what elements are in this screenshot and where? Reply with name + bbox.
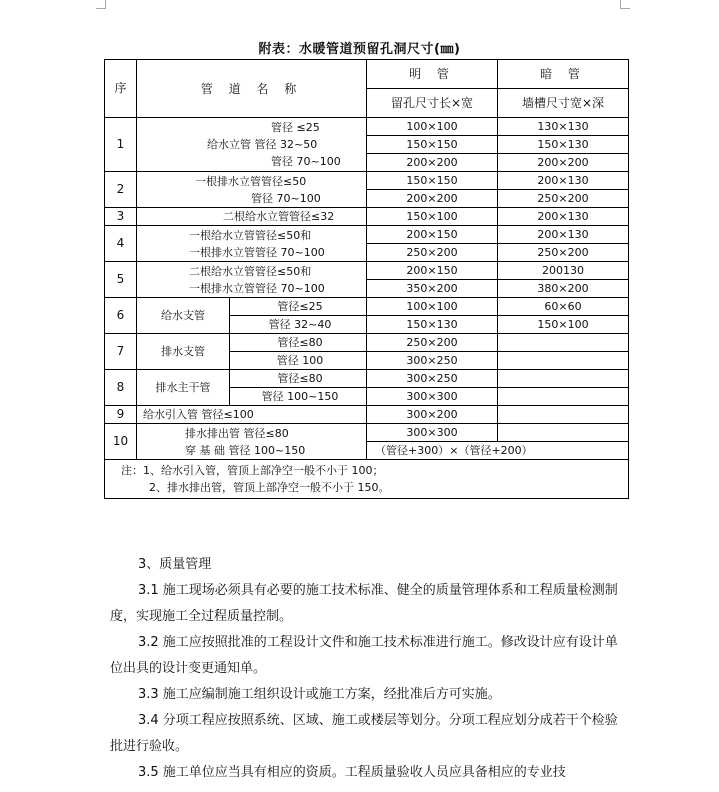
hidden-size-cell [498, 388, 629, 406]
row-pipe-name [137, 424, 367, 460]
hidden-size-cell: 130×130 [498, 118, 629, 136]
open-size-cell: 150×150 [367, 136, 498, 154]
hidden-size-cell [498, 352, 629, 370]
row-pipe-line: 管径 70~100 [251, 191, 321, 205]
header-open-size: 留孔尺寸长×宽 [367, 89, 498, 118]
row-pipe-name [137, 226, 367, 262]
hidden-size-cell: 200×200 [498, 154, 629, 172]
row-pipe-line: 一根给水立管管径≤50和 [189, 228, 312, 242]
paragraph: 3.1 施工现场必须具有必要的施工技术标准、健全的质量管理体系和工程质量检测制度，实现施工全过程质量控制。 [110, 583, 618, 624]
row-pipe-line: 给水立管 管径 32~50 [207, 138, 318, 151]
open-size-cell: 200×200 [367, 154, 498, 172]
page-corner-mark-left [96, 0, 106, 9]
section-title: 3、质量管理 [138, 557, 212, 572]
body-paragraphs [110, 578, 625, 786]
row-pipe-line: 一根排水立管管径 70~100 [189, 281, 325, 295]
row-pipe-line: 管径 ≤25 [271, 121, 320, 134]
hidden-size-cell [498, 406, 629, 424]
row-pipe-line: 排水排出管 管径≤80 [185, 426, 289, 440]
row-pipe-name: 二根给水立管管径≤32 [137, 208, 367, 226]
hidden-size-cell: 60×60 [498, 298, 629, 316]
row-pipe-spec: 管径≤80 [230, 334, 367, 352]
row-pipe-group: 排水主干管 [137, 370, 230, 406]
table-title: 附表：水暖管道预留孔洞尺寸(㎜) [258, 42, 461, 57]
open-size-cell: 200×200 [367, 190, 498, 208]
hidden-size-cell: 150×130 [498, 136, 629, 154]
open-size-cell: 100×100 [367, 298, 498, 316]
row-seq: 7 [105, 334, 137, 370]
open-size-cell: 250×200 [367, 334, 498, 352]
open-size-cell: 200×150 [367, 262, 498, 280]
hidden-size-cell [498, 334, 629, 352]
paragraph: 3.5 施工单位应当具有相应的资质。工程质量验收人员应具备相应的专业技 [138, 765, 566, 780]
hidden-size-cell: 200×130 [498, 208, 629, 226]
paragraph: 3.3 施工应编制施工组织设计或施工方案，经批准后方可实施。 [138, 687, 501, 702]
row-pipe-line: 二根给水立管管径≤50和 [189, 264, 312, 278]
row-pipe-name [137, 118, 367, 172]
row-seq: 3 [105, 208, 137, 226]
hidden-size-cell [498, 370, 629, 388]
hidden-size-cell: 380×200 [498, 280, 629, 298]
open-size-cell: 200×150 [367, 226, 498, 244]
header-hidden-size: 墙槽尺寸宽×深 [498, 89, 629, 118]
open-size-cell: 300×300 [367, 388, 498, 406]
row-seq: 5 [105, 262, 137, 298]
note-line: 2、排水排出管，管顶上部净空一般不小于 150。 [149, 481, 390, 494]
hidden-size-cell: 250×200 [498, 244, 629, 262]
open-size-cell: 300×200 [367, 406, 498, 424]
row-seq: 6 [105, 298, 137, 334]
open-size-cell: 150×130 [367, 316, 498, 334]
row-seq: 9 [105, 406, 137, 424]
row-seq: 4 [105, 226, 137, 262]
open-size-cell: 150×150 [367, 172, 498, 190]
open-size-cell: 100×100 [367, 118, 498, 136]
merged-size-cell: （管径+300）×（管径+200） [367, 442, 629, 460]
page-corner-mark-right [620, 0, 630, 9]
hidden-size-cell: 200×130 [498, 226, 629, 244]
row-seq: 1 [105, 118, 137, 172]
open-size-cell: 300×300 [367, 424, 498, 442]
note-line: 注：1、给水引入管，管顶上部净空一般不小于 100； [121, 464, 384, 477]
row-pipe-name [137, 262, 367, 298]
row-pipe-group: 给水支管 [137, 298, 230, 334]
row-pipe-line: 穿 基 础 管径 100~150 [185, 443, 306, 457]
header-hidden-pipe: 暗 管 [498, 60, 629, 89]
open-size-cell: 250×200 [367, 244, 498, 262]
hidden-size-cell: 250×200 [498, 190, 629, 208]
open-size-cell: 300×250 [367, 370, 498, 388]
paragraph: 3.2 施工应按照批准的工程设计文件和施工技术标准进行施工。修改设计应有设计单位出具的设计变更通知单。 [110, 635, 618, 676]
row-pipe-line: 一根排水立管管径 70~100 [189, 245, 325, 259]
hidden-size-cell: 200130 [498, 262, 629, 280]
header-open-pipe: 明 管 [367, 60, 498, 89]
open-size-cell: 350×200 [367, 280, 498, 298]
row-seq: 10 [105, 424, 137, 460]
hidden-size-cell: 200×130 [498, 172, 629, 190]
paragraph: 3.4 分项工程应按照系统、区域、施工或楼层等划分。分项工程应划分成若干个检验批进行验收。 [110, 713, 618, 754]
row-pipe-spec: 管径≤25 [230, 298, 367, 316]
table-notes [105, 460, 629, 499]
row-pipe-spec: 管径 32~40 [230, 316, 367, 334]
row-pipe-spec: 管径 100 [230, 352, 367, 370]
hidden-size-cell: 150×100 [498, 316, 629, 334]
row-pipe-name: 给水引入管 管径≤100 [137, 406, 367, 424]
row-pipe-line: 管径 70~100 [271, 155, 341, 168]
row-pipe-spec: 管径≤80 [230, 370, 367, 388]
hidden-size-cell [498, 424, 629, 442]
header-pipe-name: 管 道 名 称 [137, 60, 367, 118]
row-seq: 8 [105, 370, 137, 406]
open-size-cell: 300×250 [367, 352, 498, 370]
row-pipe-spec: 管径 100~150 [230, 388, 367, 406]
open-size-cell: 150×100 [367, 208, 498, 226]
row-pipe-group: 排水支管 [137, 334, 230, 370]
row-pipe-name [137, 172, 367, 208]
row-seq: 2 [105, 172, 137, 208]
pipe-hole-table [104, 59, 629, 499]
header-seq: 序 [105, 60, 137, 118]
row-pipe-line: 一根排水立管管径≤50 [195, 174, 307, 188]
